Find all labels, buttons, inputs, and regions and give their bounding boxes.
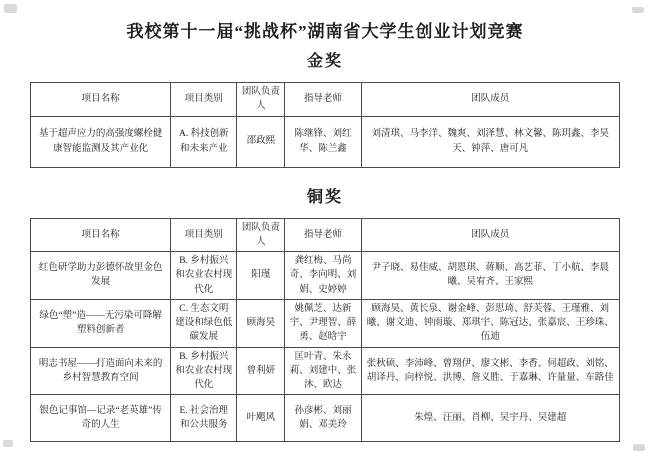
column-header-leader: 团队负责人 <box>237 83 285 117</box>
column-header-project-name: 项目名称 <box>31 218 171 252</box>
scan-artifact <box>632 7 644 13</box>
column-header-leader: 团队负责人 <box>237 218 285 252</box>
bronze-award-heading: 铜奖 <box>306 188 343 206</box>
gold-award-heading: 金奖 <box>306 53 343 71</box>
members-cell: 尹子晓、易佳威、胡恩琪、蒋顺、高艺菲、丁小航、李晨曦、吴宥齐、王家熙 <box>361 252 619 300</box>
category-cell: A. 科技创新和未来产业 <box>171 116 237 167</box>
column-header-advisors: 指导老师 <box>285 83 361 117</box>
table-row <box>31 347 620 395</box>
category-cell: B. 乡村振兴和农业农村现代化 <box>171 252 237 300</box>
leader-cell: 顾海昊 <box>237 299 285 347</box>
category-cell: B. 乡村振兴和农业农村现代化 <box>171 347 237 395</box>
gold-awards-table <box>30 82 620 168</box>
table-header-row <box>31 83 620 117</box>
advisors-cell: 龚红梅、马尚奇、李向明、刘娟、史婷婷 <box>285 252 361 300</box>
leader-cell: 曾利妍 <box>237 347 285 395</box>
leader-cell: 叶飓风 <box>237 395 285 442</box>
column-header-advisors: 指导老师 <box>285 218 361 252</box>
table-row <box>31 116 620 167</box>
column-header-members: 团队成员 <box>361 218 619 252</box>
advisors-cell: 姚佩芝、达新宇、尹理智、薛勇、赵晗宇 <box>285 299 361 347</box>
bronze-awards-table <box>30 218 620 443</box>
members-cell: 刘清琪、马李洋、魏爽、刘泽慧、林文馨、陈玥鑫、李昊天、钟萍、唐可凡 <box>361 116 619 167</box>
table-header-row <box>31 218 620 252</box>
table-row <box>31 299 620 347</box>
category-cell: C. 生态文明建设和绿色低碳发展 <box>171 299 237 347</box>
table-row <box>31 252 620 300</box>
project-name-cell: 绿色“塑”造——无污染可降解塑料创新者 <box>31 299 171 347</box>
column-header-project-name: 项目名称 <box>31 83 171 117</box>
members-cell: 顾海昊、黄长泉、谢金峰、彭思琦、舒芙蓉、王瑾雅、刘曦、谢文迪、钟雨璇、郑琪宇、陈冠达、张嘉宸、王珍珠、伍迪 <box>361 299 619 347</box>
column-header-members: 团队成员 <box>361 83 619 117</box>
scan-artifact <box>633 444 645 451</box>
document-title: 我校第十一届“挑战杯”湖南省大学生创业计划竞赛 <box>126 22 524 41</box>
project-name-cell: 红色研学助力彭德怀故里金色发展 <box>31 252 171 300</box>
advisors-cell: 陈继锋、刘红华、陈兰鑫 <box>285 116 361 167</box>
leader-cell: 邵政熙 <box>237 116 285 167</box>
table-row <box>31 395 620 442</box>
scan-artifact <box>3 440 13 447</box>
project-name-cell: 明志书屋——打造面向未来的乡村智慧教育空间 <box>31 347 171 395</box>
column-header-category: 项目类别 <box>171 83 237 117</box>
category-cell: E. 社会治理和公共服务 <box>171 395 237 442</box>
column-header-category: 项目类别 <box>171 218 237 252</box>
leader-cell: 阳瑾 <box>237 252 285 300</box>
advisors-cell: 匡叶青、朱永莉、刘建中、张沐、欧达 <box>285 347 361 395</box>
scan-artifact <box>4 4 17 13</box>
advisors-cell: 孙彦彬、刘丽娟、邓美玲 <box>285 395 361 442</box>
members-cell: 朱煌、汪丽、肖柳、吴宇丹、吴建超 <box>361 395 619 442</box>
project-name-cell: 银色记事馆—记录“老英雄”传奇的人生 <box>31 395 171 442</box>
project-name-cell: 基于超声应力的高强度螺栓健康智能监测及其产业化 <box>31 116 171 167</box>
members-cell: 张秋硕、李沛峰、曾翔伊、廖文彬、李香、何超政、刘铭、胡译丹、向梓悦、洪博、詹义胜、于嘉琳、许量量、车路佳 <box>361 347 619 395</box>
